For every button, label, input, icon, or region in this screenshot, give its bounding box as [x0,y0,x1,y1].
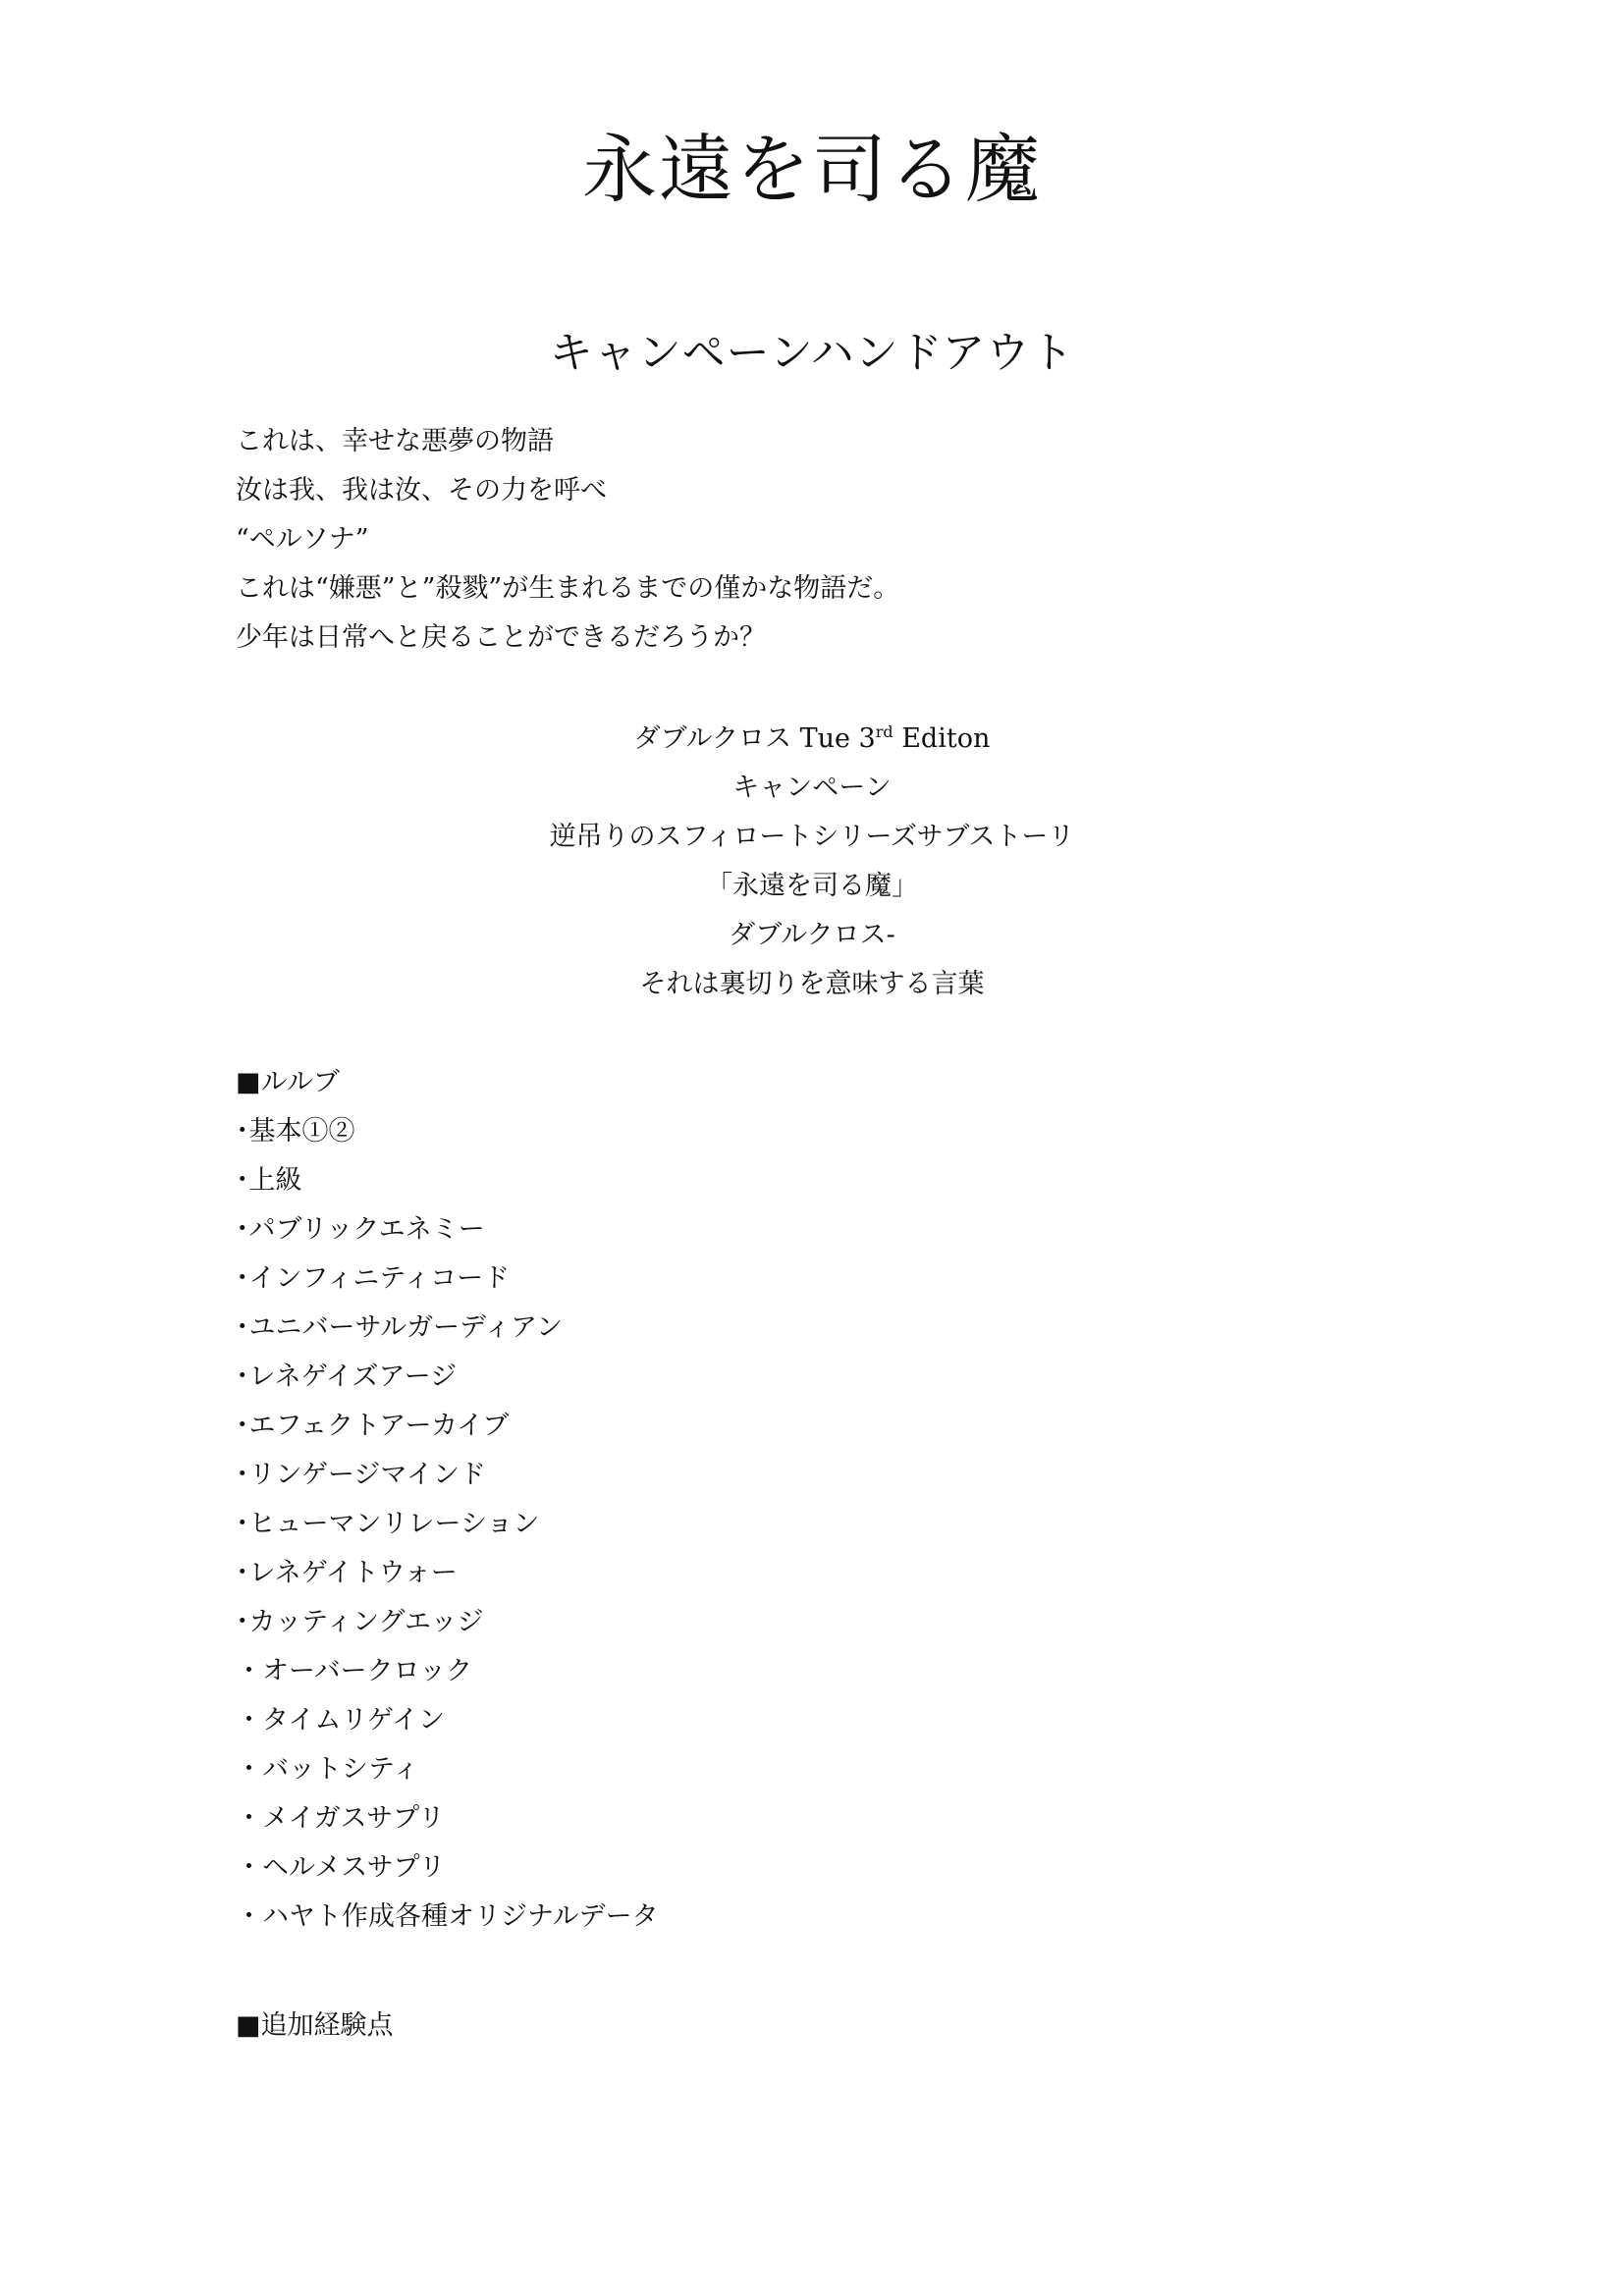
rulebook-item: ・タイムリゲイン [236,1705,446,1735]
experience-section [236,2002,1414,2051]
rulebook-item: ・ハヤト作成各種オリジナルデータ [236,1901,659,1932]
experience-heading: ■追加経験点 [236,2010,394,2041]
rulebook-item: ･パブリックエネミー [236,1214,485,1245]
rulebook-item: ・メイガスサプリ [236,1803,446,1834]
credit-line: 「永遠を司る魔」 [706,871,918,901]
document-title: 永遠を司る魔 [582,126,1042,213]
rulebook-item: ･上級 [236,1165,302,1196]
rulebook-item: ・ヘルメスサプリ [236,1852,446,1883]
intro-line: 少年は日常へと戻ることができるだろうか？ [236,622,766,653]
intro-line: 汝は我、我は汝、その力を呼べ [236,475,607,506]
rulebook-item: ・オーバークロック [236,1656,473,1686]
rulebook-item: ･インフィニティコード [236,1263,511,1294]
rulebook-item: ･ヒューマンリレーション [236,1509,540,1539]
credits-block [0,715,1624,1009]
system-edition-line [0,715,1624,764]
credit-line: それは裏切りを意味する言葉 [639,969,985,999]
rulebook-item: ･リンゲージマインド [236,1460,486,1490]
intro-block [236,417,1414,663]
document-subtitle: キャンペーンハンドアウト [549,328,1075,378]
edition-label: Editon [893,723,991,754]
rulebooks-section [236,1058,1414,1942]
intro-line: “ペルソナ” [236,524,369,555]
credit-line: ダブルクロス- [729,920,895,950]
edition-superscript: rd [875,722,893,741]
credit-line: 逆吊りのスフィロートシリーズサブストーリ [549,822,1075,852]
rulebook-item: ･レネゲイトウォー [236,1558,458,1588]
system-name: ダブルクロス Tue 3 [633,723,876,754]
rulebook-item: ･レネゲイズアージ [236,1362,458,1392]
rulebook-item: ・バットシティ [236,1754,419,1785]
rulebook-item: ･カッティングエッジ [236,1607,484,1637]
intro-line: これは“嫌悪”と”殺戮”が生まれるまでの僅かな物語だ。 [236,573,900,604]
intro-line: これは、幸せな悪夢の物語 [236,426,554,456]
rulebook-item: ･エフェクトアーカイブ [236,1411,510,1441]
credit-line: キャンペーン [732,773,892,803]
rulebook-item: ･ユニバーサルガーディアン [236,1312,563,1343]
rulebooks-heading: ■ルルブ [236,1067,340,1097]
rulebook-item: ･基本①② [236,1116,355,1147]
